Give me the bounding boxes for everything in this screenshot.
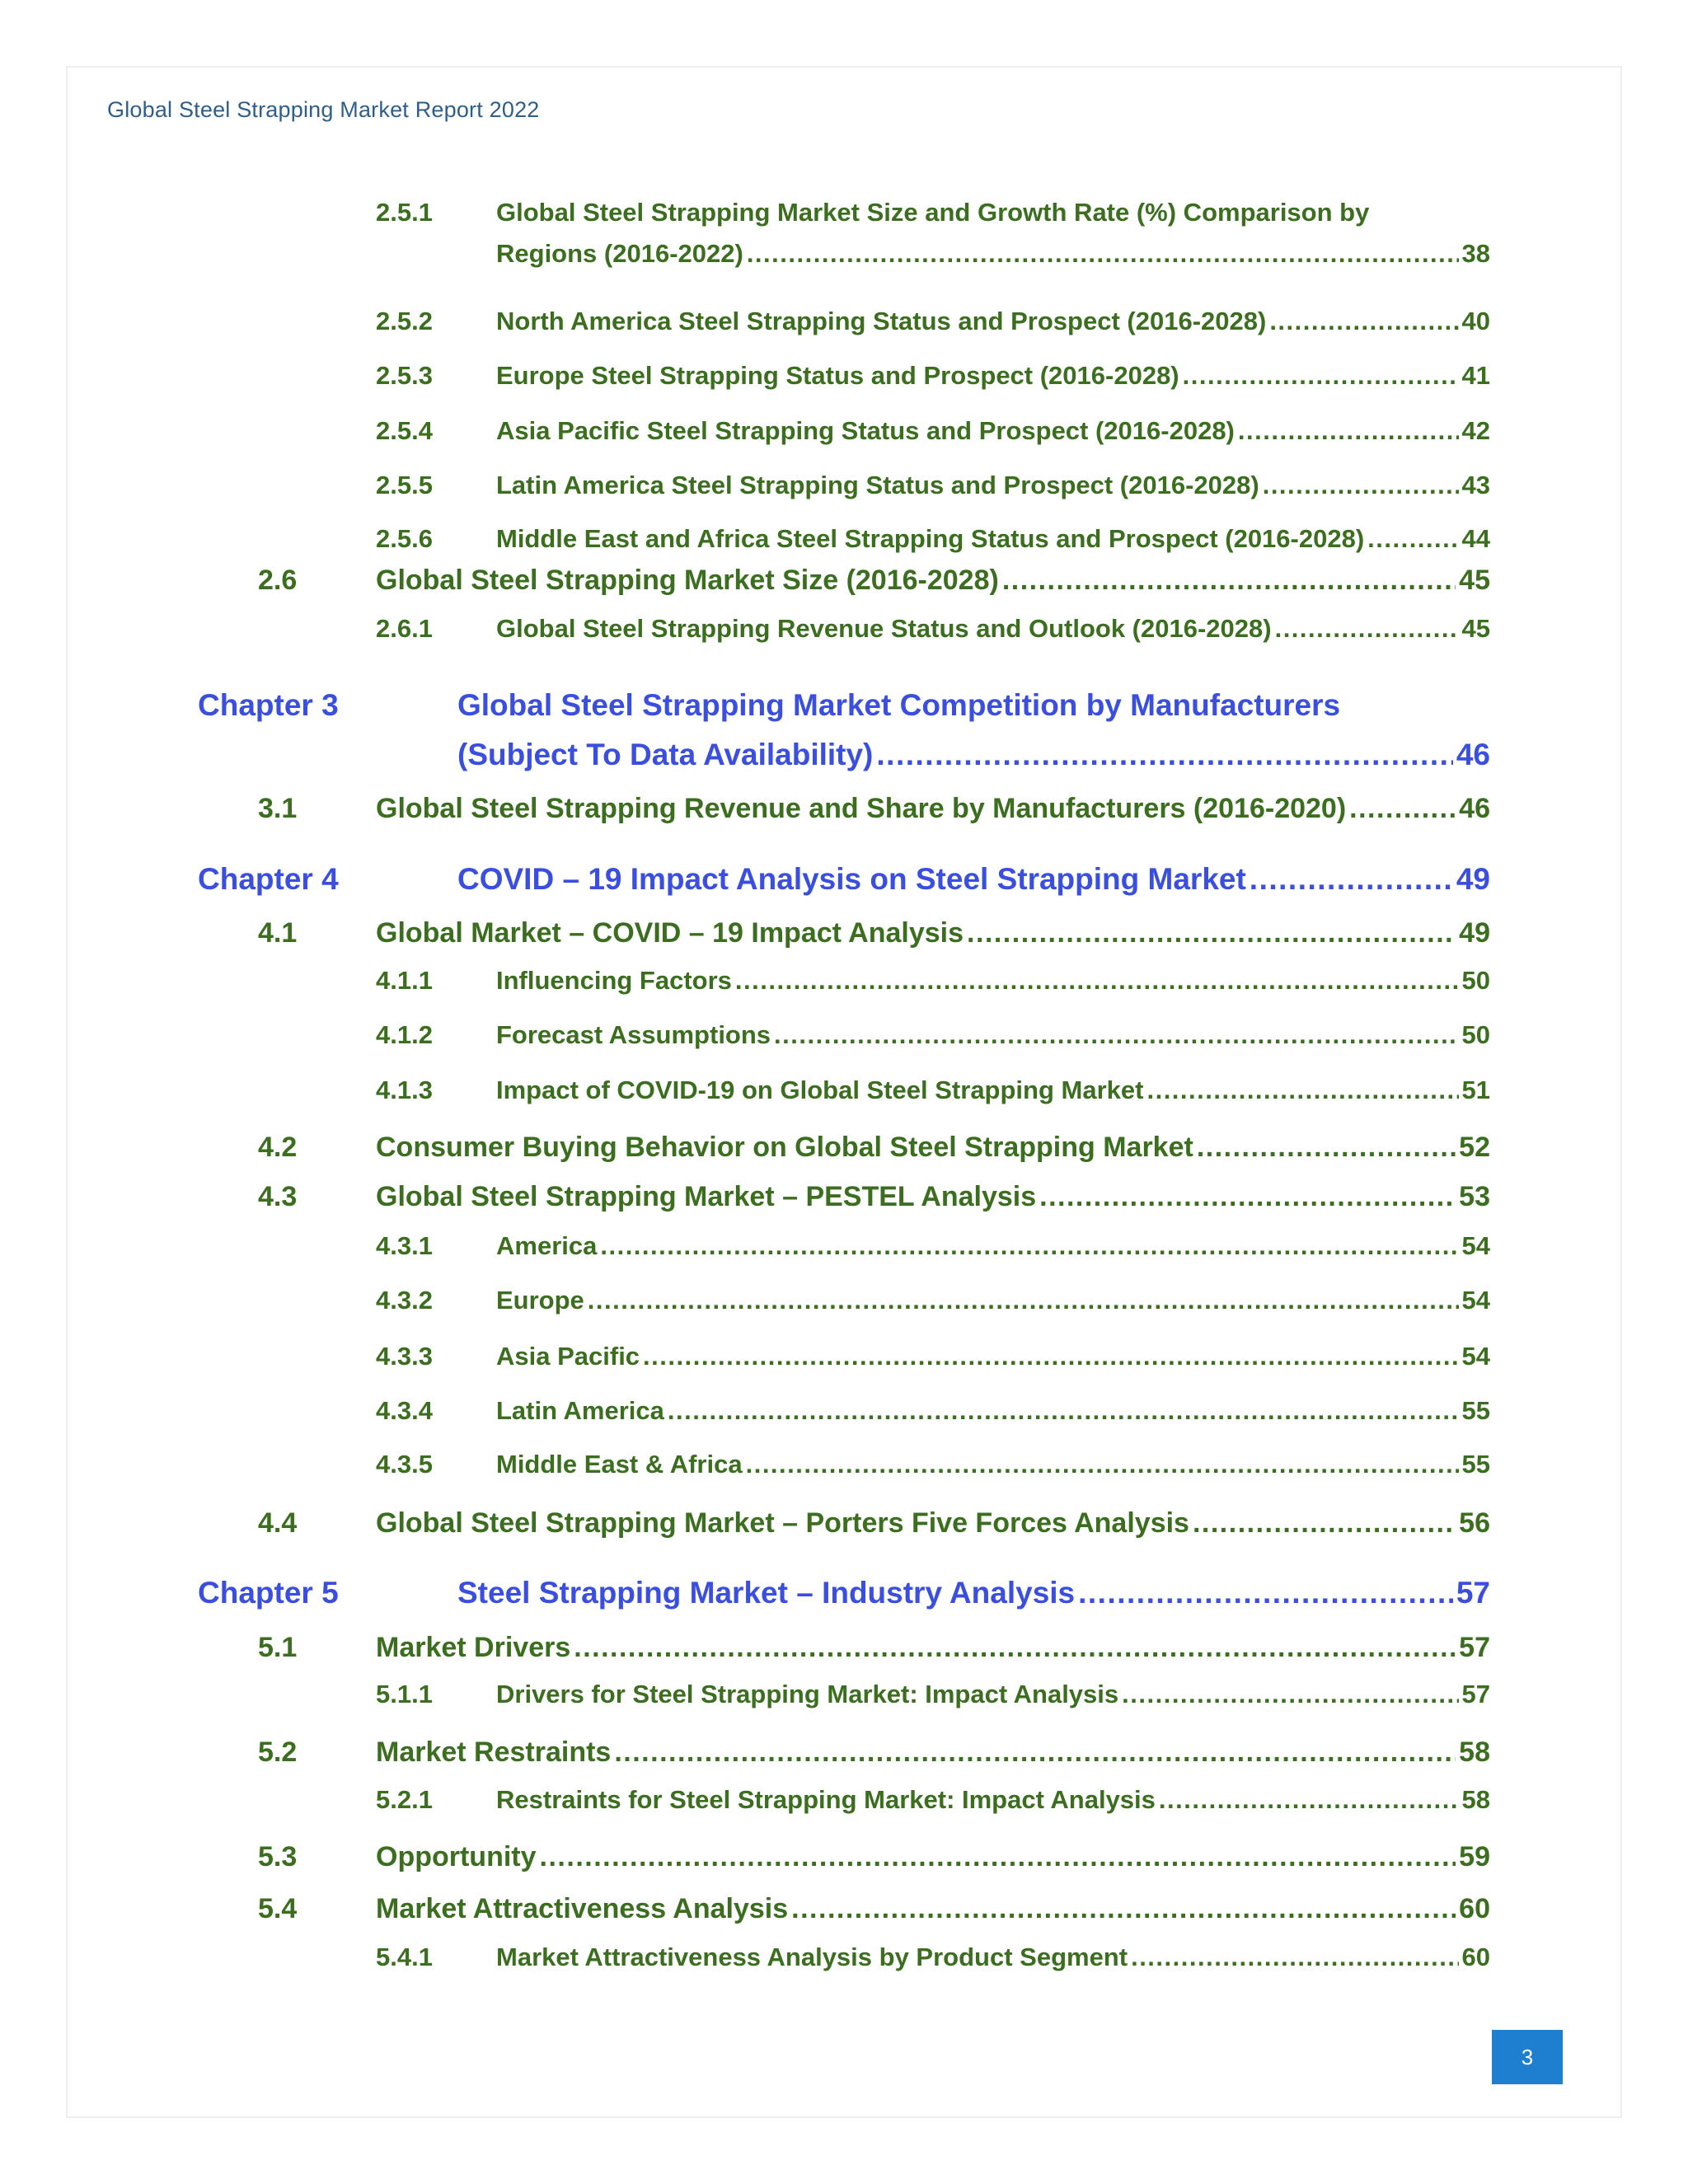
toc-page-number: 38 xyxy=(1461,239,1490,268)
toc-entry-title: Opportunity xyxy=(376,1841,537,1872)
section-number: 2.6.1 xyxy=(376,614,433,643)
chapter-number: Chapter 4 xyxy=(198,862,339,896)
toc-entry-title: Market Attractiveness Analysis xyxy=(376,1893,789,1924)
section-number: 4.3.3 xyxy=(376,1342,433,1371)
section-number: 4.3.4 xyxy=(376,1396,433,1425)
dot-leader xyxy=(1349,793,1456,825)
dot-leader xyxy=(588,1286,1459,1315)
dot-leader xyxy=(747,239,1459,269)
dot-leader xyxy=(1263,471,1459,500)
section-number: 4.3.2 xyxy=(376,1286,433,1315)
toc-page-number: 55 xyxy=(1461,1396,1490,1425)
toc-entry[interactable] xyxy=(496,1396,1490,1426)
toc-page-number: 45 xyxy=(1461,614,1490,643)
toc-entry[interactable] xyxy=(457,1576,1490,1610)
section-number: 2.5.5 xyxy=(376,471,433,499)
dot-leader xyxy=(1131,1943,1458,1972)
toc-entry-title: Europe Steel Strapping Status and Prospect (2016-2028) xyxy=(496,361,1179,390)
toc-page-number: 49 xyxy=(1456,862,1490,896)
toc-page-number: 57 xyxy=(1461,1680,1490,1708)
toc-page-number: 44 xyxy=(1461,524,1490,553)
section-number: 4.4 xyxy=(258,1507,298,1539)
toc-entry-title: Influencing Factors xyxy=(496,966,732,995)
toc-entry-title: Global Steel Strapping Market – PESTEL Analysis xyxy=(376,1181,1037,1212)
section-number: 2.5.2 xyxy=(376,307,433,335)
dot-leader xyxy=(574,1632,1456,1664)
toc-entry[interactable] xyxy=(376,793,1490,825)
toc-entry-title: Global Steel Strapping Market Size (2016-2028) xyxy=(376,565,999,596)
toc-page-number: 46 xyxy=(1459,793,1490,824)
toc-entry-continuation[interactable] xyxy=(496,239,1490,269)
toc-entry-title: America xyxy=(496,1231,598,1260)
toc-entry[interactable] xyxy=(496,1785,1490,1815)
toc-entry-title: Asia Pacific Steel Strapping Status and Prospect (2016-2028) xyxy=(496,416,1235,445)
toc-entry[interactable] xyxy=(496,1680,1490,1709)
toc-entry-title: Asia Pacific xyxy=(496,1342,640,1371)
section-number: 4.1.1 xyxy=(376,966,433,995)
toc-page-number: 55 xyxy=(1461,1450,1490,1479)
section-number: 4.1.2 xyxy=(376,1020,433,1049)
dot-leader xyxy=(1193,1507,1456,1540)
toc-entry-title: Steel Strapping Market – Industry Analysis xyxy=(457,1576,1076,1610)
section-number: 5.4.1 xyxy=(376,1943,433,1971)
toc-page-number: 60 xyxy=(1459,1893,1490,1924)
toc-entry[interactable] xyxy=(496,966,1490,996)
toc-entry-continuation[interactable] xyxy=(457,738,1490,772)
section-number: 5.2.1 xyxy=(376,1785,433,1814)
dot-leader xyxy=(1250,862,1453,897)
toc-entry-title: Drivers for Steel Strapping Market: Impact Analysis xyxy=(496,1680,1119,1708)
toc-page-number: 50 xyxy=(1461,1020,1490,1049)
dot-leader xyxy=(876,738,1452,772)
dot-leader xyxy=(1146,1076,1458,1105)
toc-page-number: 56 xyxy=(1459,1507,1490,1539)
toc-entry[interactable] xyxy=(376,917,1490,949)
toc-entry-title: Middle East and Africa Steel Strapping Status and Prospect (2016-2028) xyxy=(496,524,1365,553)
toc-entry-title: Latin America Steel Strapping Status and Prospect (2016-2028) xyxy=(496,471,1259,499)
toc-page-number: 54 xyxy=(1461,1342,1490,1371)
dot-leader xyxy=(791,1893,1456,1925)
toc-entry-title: Impact of COVID-19 on Global Steel Strapping Market xyxy=(496,1076,1144,1104)
section-number: 4.2 xyxy=(258,1132,298,1163)
toc-page-number: 59 xyxy=(1459,1841,1490,1872)
chapter-number: Chapter 3 xyxy=(198,688,339,722)
toc-entry-title: Europe xyxy=(496,1286,584,1315)
section-number: 5.3 xyxy=(258,1841,298,1872)
toc-entry[interactable] xyxy=(376,565,1490,597)
toc-entry-title: Consumer Buying Behavior on Global Steel Strapping Market xyxy=(376,1132,1193,1163)
toc-entry-title: Market Attractiveness Analysis by Product Segment xyxy=(496,1943,1128,1971)
toc-entry-title: Global Market – COVID – 19 Impact Analysis xyxy=(376,917,964,949)
toc-entry-title: Market Drivers xyxy=(376,1632,571,1663)
toc-page-number: 43 xyxy=(1461,471,1490,499)
section-number: 2.5.1 xyxy=(376,198,433,227)
toc-page-number: 51 xyxy=(1461,1076,1490,1104)
chapter-number: Chapter 5 xyxy=(198,1576,339,1610)
section-number: 4.1 xyxy=(258,917,298,949)
toc-entry[interactable] xyxy=(496,1020,1490,1050)
toc-entry-title: North America Steel Strapping Status and Prospect (2016-2028) xyxy=(496,307,1267,335)
toc-entry-title: Global Steel Strapping Market – Porters Five Forces Analysis xyxy=(376,1507,1189,1539)
dot-leader xyxy=(614,1736,1456,1769)
section-number: 2.5.3 xyxy=(376,361,433,390)
dot-leader xyxy=(967,917,1456,949)
toc-entry[interactable] xyxy=(496,471,1490,500)
section-number: 4.3.5 xyxy=(376,1450,433,1479)
page-number-badge: 3 xyxy=(1492,2030,1563,2084)
section-number: 3.1 xyxy=(258,793,298,824)
toc-entry[interactable] xyxy=(496,1450,1490,1479)
dot-leader xyxy=(1238,416,1459,446)
toc-entry[interactable] xyxy=(376,1893,1490,1925)
toc-page-number: 54 xyxy=(1461,1231,1490,1260)
dot-leader xyxy=(1078,1576,1453,1610)
toc-page-number: 50 xyxy=(1461,966,1490,995)
toc-entry[interactable] xyxy=(457,862,1490,897)
dot-leader xyxy=(1275,614,1459,644)
section-number: 5.1 xyxy=(258,1632,298,1663)
dot-leader xyxy=(1039,1181,1456,1213)
toc-entry[interactable] xyxy=(376,1632,1490,1664)
toc-page-number: 53 xyxy=(1459,1181,1490,1212)
dot-leader xyxy=(1122,1680,1458,1709)
dot-leader xyxy=(1197,1132,1456,1164)
toc-entry[interactable] xyxy=(496,524,1490,554)
toc-page-number: 60 xyxy=(1461,1943,1490,1971)
toc-page-number: 57 xyxy=(1459,1632,1490,1663)
toc-page-number: 41 xyxy=(1461,361,1490,390)
toc-entry-title: Middle East & Africa xyxy=(496,1450,743,1479)
dot-leader xyxy=(746,1450,1459,1479)
toc-entry[interactable] xyxy=(376,1507,1490,1540)
section-number: 4.3.1 xyxy=(376,1231,433,1260)
toc-entry[interactable] xyxy=(376,1181,1490,1213)
dot-leader xyxy=(1159,1785,1459,1815)
toc-entry-title: Global Steel Strapping Revenue Status and Outlook (2016-2028) xyxy=(496,614,1272,643)
toc-entry-title: Market Restraints xyxy=(376,1736,612,1768)
section-number: 2.5.6 xyxy=(376,524,433,553)
toc-entry-title: Global Steel Strapping Revenue and Share by Manufacturers (2016-2020) xyxy=(376,793,1347,824)
running-header: Global Steel Strapping Market Report 2022 xyxy=(107,97,540,122)
dot-leader xyxy=(1183,361,1459,391)
toc-entry-title: Latin America xyxy=(496,1396,664,1425)
toc-entry[interactable] xyxy=(496,1231,1490,1261)
toc-page-number: 58 xyxy=(1459,1736,1490,1768)
toc-entry[interactable] xyxy=(496,416,1490,446)
dot-leader xyxy=(774,1020,1458,1050)
toc-entry[interactable] xyxy=(496,198,1490,227)
toc-entry-title: Forecast Assumptions xyxy=(496,1020,771,1049)
toc-page-number: 46 xyxy=(1456,738,1490,771)
toc-entry[interactable] xyxy=(376,1132,1490,1164)
toc-page-number: 42 xyxy=(1461,416,1490,445)
dot-leader xyxy=(668,1396,1459,1426)
toc-entry[interactable] xyxy=(376,1841,1490,1873)
toc-entry-title-line2: (Subject To Data Availability) xyxy=(457,738,874,771)
toc-page-number: 57 xyxy=(1456,1576,1490,1610)
toc-entry[interactable] xyxy=(496,1076,1490,1105)
section-number: 5.1.1 xyxy=(376,1680,433,1708)
toc-page-number: 49 xyxy=(1459,917,1490,949)
toc-entry[interactable] xyxy=(496,614,1490,644)
toc-entry-title: COVID – 19 Impact Analysis on Steel Strapping Market xyxy=(457,862,1246,896)
toc-entry[interactable] xyxy=(496,361,1490,391)
toc-page-number: 40 xyxy=(1461,307,1490,335)
toc-entry[interactable] xyxy=(496,1943,1490,1972)
toc-page-number: 52 xyxy=(1459,1132,1490,1163)
toc-entry-title: Global Steel Strapping Market Competition by Manufacturers xyxy=(457,688,1341,722)
dot-leader xyxy=(735,966,1459,996)
dot-leader xyxy=(540,1841,1456,1873)
toc-entry[interactable] xyxy=(376,1736,1490,1769)
toc-entry-title: Restraints for Steel Strapping Market: Impact Analysis xyxy=(496,1785,1156,1814)
toc-entry-title-line2: Regions (2016-2022) xyxy=(496,239,743,268)
section-number: 2.5.4 xyxy=(376,416,433,445)
dot-leader xyxy=(600,1231,1458,1261)
dot-leader xyxy=(643,1342,1458,1371)
dot-leader xyxy=(1367,524,1458,554)
toc-page-number: 54 xyxy=(1461,1286,1490,1315)
toc-entry[interactable] xyxy=(457,688,1490,723)
section-number: 5.2 xyxy=(258,1736,298,1768)
section-number: 4.3 xyxy=(258,1181,298,1212)
toc-entry-title: Global Steel Strapping Market Size and Growth Rate (%) Comparison by xyxy=(496,198,1370,227)
dot-leader xyxy=(1002,565,1456,597)
section-number: 5.4 xyxy=(258,1893,298,1924)
toc-page-number: 58 xyxy=(1461,1785,1490,1814)
toc-page-number: 45 xyxy=(1459,565,1490,596)
section-number: 2.6 xyxy=(258,565,298,596)
toc-entry[interactable] xyxy=(496,307,1490,336)
toc-entry[interactable] xyxy=(496,1342,1490,1371)
toc-entry[interactable] xyxy=(496,1286,1490,1315)
section-number: 4.1.3 xyxy=(376,1076,433,1104)
dot-leader xyxy=(1269,307,1458,336)
